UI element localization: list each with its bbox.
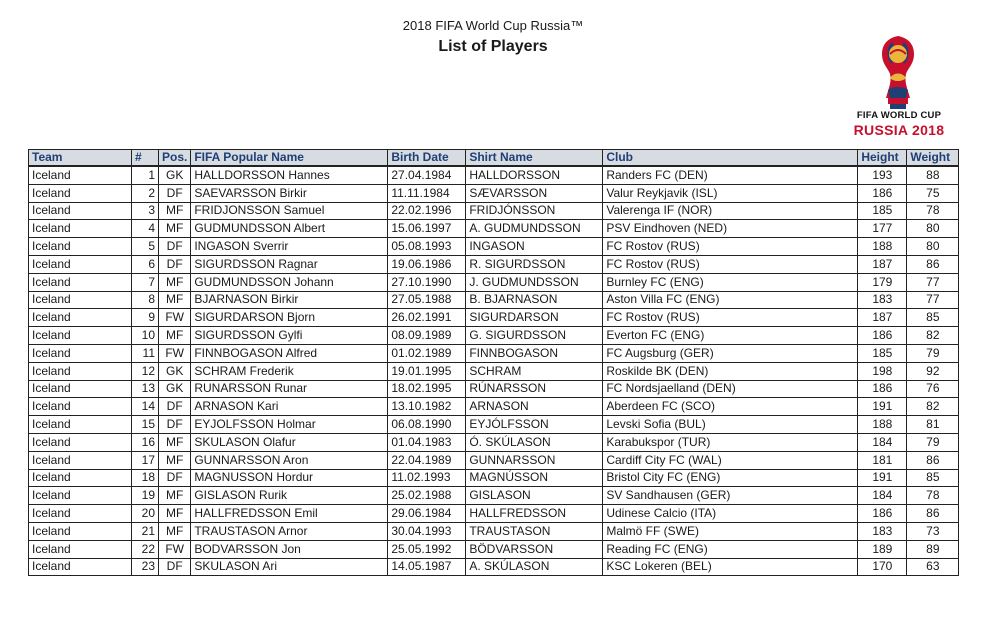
cell-team: Iceland (29, 166, 132, 184)
cell-birth-date: 14.05.1987 (388, 558, 466, 576)
cell-height: 170 (858, 558, 907, 576)
column-header-number: # (132, 150, 159, 167)
cell-height: 181 (858, 451, 907, 469)
cell-name: GISLASON Rurik (191, 487, 388, 505)
cell-name: SAEVARSSON Birkir (191, 184, 388, 202)
table-row (29, 291, 959, 309)
cell-height: 177 (858, 220, 907, 238)
cell-position: GK (159, 166, 191, 184)
cell-weight: 76 (907, 380, 959, 398)
cell-position: FW (159, 309, 191, 327)
cell-number: 8 (132, 291, 159, 309)
cell-number: 19 (132, 487, 159, 505)
cell-height: 187 (858, 309, 907, 327)
cell-position: DF (159, 469, 191, 487)
cell-name: MAGNUSSON Hordur (191, 469, 388, 487)
cell-club: Randers FC (DEN) (603, 166, 858, 184)
cell-shirt-name: RÚNARSSON (466, 380, 603, 398)
cell-shirt-name: G. SIGURDSSON (466, 327, 603, 345)
cell-height: 191 (858, 398, 907, 416)
cell-shirt-name: SÆVARSSON (466, 184, 603, 202)
column-header-name: FIFA Popular Name (191, 150, 388, 167)
cell-height: 189 (858, 540, 907, 558)
cell-position: MF (159, 273, 191, 291)
cell-team: Iceland (29, 362, 132, 380)
cell-birth-date: 27.05.1988 (388, 291, 466, 309)
cell-shirt-name: GUNNARSSON (466, 451, 603, 469)
cell-birth-date: 13.10.1982 (388, 398, 466, 416)
cell-name: GUDMUNDSSON Johann (191, 273, 388, 291)
cell-shirt-name: R. SIGURDSSON (466, 255, 603, 273)
cell-height: 188 (858, 416, 907, 434)
table-row (29, 166, 959, 184)
table-row (29, 220, 959, 238)
column-header-birth-date: Birth Date (388, 150, 466, 167)
cell-weight: 77 (907, 273, 959, 291)
cell-name: FRIDJONSSON Samuel (191, 202, 388, 220)
cell-position: GK (159, 362, 191, 380)
cell-club: Valerenga IF (NOR) (603, 202, 858, 220)
cell-height: 186 (858, 184, 907, 202)
cell-height: 184 (858, 433, 907, 451)
cell-birth-date: 25.05.1992 (388, 540, 466, 558)
cell-number: 12 (132, 362, 159, 380)
cell-number: 14 (132, 398, 159, 416)
cell-birth-date: 30.04.1993 (388, 522, 466, 540)
cell-position: MF (159, 487, 191, 505)
table-row (29, 451, 959, 469)
cell-name: HALLDORSSON Hannes (191, 166, 388, 184)
cell-weight: 86 (907, 255, 959, 273)
document-subtitle: 2018 FIFA World Cup Russia™ (402, 18, 584, 33)
table-row (29, 327, 959, 345)
cell-shirt-name: ARNASON (466, 398, 603, 416)
cell-number: 15 (132, 416, 159, 434)
table-row (29, 433, 959, 451)
cell-height: 187 (858, 255, 907, 273)
cell-position: MF (159, 220, 191, 238)
column-header-shirt-name: Shirt Name (466, 150, 603, 167)
column-header-club: Club (603, 150, 858, 167)
cell-shirt-name: FRIDJÓNSSON (466, 202, 603, 220)
cell-height: 193 (858, 166, 907, 184)
cell-team: Iceland (29, 344, 132, 362)
cell-weight: 80 (907, 220, 959, 238)
cell-birth-date: 15.06.1997 (388, 220, 466, 238)
cell-birth-date: 18.02.1995 (388, 380, 466, 398)
table-row (29, 522, 959, 540)
cell-weight: 86 (907, 451, 959, 469)
cell-weight: 79 (907, 344, 959, 362)
cell-height: 186 (858, 380, 907, 398)
cell-birth-date: 26.02.1991 (388, 309, 466, 327)
cell-shirt-name: INGASON (466, 238, 603, 256)
cell-number: 7 (132, 273, 159, 291)
cell-shirt-name: SIGURDARSON (466, 309, 603, 327)
cell-number: 16 (132, 433, 159, 451)
cell-weight: 88 (907, 166, 959, 184)
cell-weight: 77 (907, 291, 959, 309)
table-row (29, 309, 959, 327)
cell-birth-date: 05.08.1993 (388, 238, 466, 256)
cell-club: Everton FC (ENG) (603, 327, 858, 345)
cell-name: INGASON Sverrir (191, 238, 388, 256)
cell-number: 18 (132, 469, 159, 487)
cell-number: 11 (132, 344, 159, 362)
cell-weight: 73 (907, 522, 959, 540)
cell-team: Iceland (29, 273, 132, 291)
cell-weight: 86 (907, 505, 959, 523)
cell-club: FC Rostov (RUS) (603, 309, 858, 327)
table-row (29, 380, 959, 398)
cell-height: 191 (858, 469, 907, 487)
cell-weight: 79 (907, 433, 959, 451)
cell-name: BJARNASON Birkir (191, 291, 388, 309)
cell-position: GK (159, 380, 191, 398)
cell-club: Roskilde BK (DEN) (603, 362, 858, 380)
cell-number: 2 (132, 184, 159, 202)
cell-number: 10 (132, 327, 159, 345)
cell-birth-date: 22.04.1989 (388, 451, 466, 469)
cell-shirt-name: MAGNÚSSON (466, 469, 603, 487)
cell-number: 3 (132, 202, 159, 220)
cell-club: FC Augsburg (GER) (603, 344, 858, 362)
cell-height: 183 (858, 291, 907, 309)
cell-name: SCHRAM Frederik (191, 362, 388, 380)
cell-number: 13 (132, 380, 159, 398)
cell-height: 185 (858, 344, 907, 362)
cell-club: Reading FC (ENG) (603, 540, 858, 558)
cell-weight: 80 (907, 238, 959, 256)
cell-position: MF (159, 291, 191, 309)
cell-weight: 85 (907, 309, 959, 327)
column-header-team: Team (29, 150, 132, 167)
column-header-position: Pos. (159, 150, 191, 167)
cell-club: Burnley FC (ENG) (603, 273, 858, 291)
cell-number: 21 (132, 522, 159, 540)
cell-shirt-name: J. GUDMUNDSSON (466, 273, 603, 291)
cell-name: SKULASON Ari (191, 558, 388, 576)
cell-club: FC Rostov (RUS) (603, 238, 858, 256)
cell-name: SIGURDSSON Ragnar (191, 255, 388, 273)
cell-position: FW (159, 344, 191, 362)
cell-club: Aberdeen FC (SCO) (603, 398, 858, 416)
cell-weight: 82 (907, 327, 959, 345)
cell-shirt-name: Ó. SKÚLASON (466, 433, 603, 451)
cell-birth-date: 19.06.1986 (388, 255, 466, 273)
cell-height: 183 (858, 522, 907, 540)
cell-team: Iceland (29, 291, 132, 309)
cell-birth-date: 27.10.1990 (388, 273, 466, 291)
cell-position: MF (159, 433, 191, 451)
table-row (29, 416, 959, 434)
cell-team: Iceland (29, 469, 132, 487)
cell-height: 185 (858, 202, 907, 220)
table-row (29, 184, 959, 202)
table-row (29, 202, 959, 220)
cell-weight: 63 (907, 558, 959, 576)
cell-number: 9 (132, 309, 159, 327)
cell-position: MF (159, 451, 191, 469)
cell-shirt-name: HALLDORSSON (466, 166, 603, 184)
cell-position: FW (159, 540, 191, 558)
cell-team: Iceland (29, 309, 132, 327)
cell-shirt-name: B. BJARNASON (466, 291, 603, 309)
logo-text-fifa-world-cup: FIFA WORLD CUP (856, 110, 942, 121)
table-row (29, 255, 959, 273)
table-row (29, 540, 959, 558)
cell-number: 5 (132, 238, 159, 256)
cell-birth-date: 22.02.1996 (388, 202, 466, 220)
cell-name: RUNARSSON Runar (191, 380, 388, 398)
cell-position: DF (159, 416, 191, 434)
cell-team: Iceland (29, 238, 132, 256)
cell-birth-date: 01.04.1983 (388, 433, 466, 451)
cell-number: 20 (132, 505, 159, 523)
cell-birth-date: 11.11.1984 (388, 184, 466, 202)
cell-weight: 85 (907, 469, 959, 487)
cell-club: Karabukspor (TUR) (603, 433, 858, 451)
cell-height: 188 (858, 238, 907, 256)
table-header-row (29, 150, 959, 167)
cell-club: SV Sandhausen (GER) (603, 487, 858, 505)
cell-club: Udinese Calcio (ITA) (603, 505, 858, 523)
cell-team: Iceland (29, 522, 132, 540)
cell-club: Malmö FF (SWE) (603, 522, 858, 540)
cell-shirt-name: TRAUSTASON (466, 522, 603, 540)
cell-weight: 82 (907, 398, 959, 416)
cell-height: 179 (858, 273, 907, 291)
cell-birth-date: 25.02.1988 (388, 487, 466, 505)
cell-name: GUNNARSSON Aron (191, 451, 388, 469)
cell-shirt-name: GISLASON (466, 487, 603, 505)
cell-name: BODVARSSON Jon (191, 540, 388, 558)
cell-position: MF (159, 505, 191, 523)
cell-team: Iceland (29, 487, 132, 505)
cell-shirt-name: HALLFREDSSON (466, 505, 603, 523)
table-row (29, 344, 959, 362)
cell-shirt-name: SCHRAM (466, 362, 603, 380)
cell-name: HALLFREDSSON Emil (191, 505, 388, 523)
cell-weight: 78 (907, 202, 959, 220)
cell-team: Iceland (29, 220, 132, 238)
cell-shirt-name: A. SKÚLASON (466, 558, 603, 576)
cell-birth-date: 29.06.1984 (388, 505, 466, 523)
cell-birth-date: 01.02.1989 (388, 344, 466, 362)
cell-birth-date: 06.08.1990 (388, 416, 466, 434)
cell-club: Aston Villa FC (ENG) (603, 291, 858, 309)
cell-club: FC Rostov (RUS) (603, 255, 858, 273)
cell-shirt-name: FINNBOGASON (466, 344, 603, 362)
table-row (29, 505, 959, 523)
cell-position: DF (159, 238, 191, 256)
cell-club: Valur Reykjavik (ISL) (603, 184, 858, 202)
cell-team: Iceland (29, 255, 132, 273)
table-row (29, 273, 959, 291)
cell-name: ARNASON Kari (191, 398, 388, 416)
table-row (29, 238, 959, 256)
cell-team: Iceland (29, 416, 132, 434)
cell-club: PSV Eindhoven (NED) (603, 220, 858, 238)
cell-team: Iceland (29, 451, 132, 469)
cell-number: 23 (132, 558, 159, 576)
players-table-body (29, 166, 959, 576)
cell-position: DF (159, 255, 191, 273)
cell-club: Cardiff City FC (WAL) (603, 451, 858, 469)
logo-text-russia-2018: RUSSIA 2018 (853, 122, 945, 138)
cell-number: 22 (132, 540, 159, 558)
cell-number: 17 (132, 451, 159, 469)
document-title: List of Players (438, 38, 548, 55)
cell-weight: 78 (907, 487, 959, 505)
cell-height: 198 (858, 362, 907, 380)
cell-shirt-name: A. GUDMUNDSSON (466, 220, 603, 238)
world-cup-emblem-icon (870, 34, 926, 112)
cell-number: 1 (132, 166, 159, 184)
table-row (29, 362, 959, 380)
column-header-weight: Weight (907, 150, 959, 167)
cell-number: 6 (132, 255, 159, 273)
cell-weight: 75 (907, 184, 959, 202)
cell-position: DF (159, 398, 191, 416)
cell-position: MF (159, 202, 191, 220)
table-row (29, 487, 959, 505)
table-row (29, 558, 959, 576)
cell-club: Levski Sofia (BUL) (603, 416, 858, 434)
cell-name: GUDMUNDSSON Albert (191, 220, 388, 238)
cell-position: MF (159, 327, 191, 345)
cell-name: SIGURDSSON Gylfi (191, 327, 388, 345)
cell-team: Iceland (29, 505, 132, 523)
cell-position: DF (159, 558, 191, 576)
cell-shirt-name: BÖDVARSSON (466, 540, 603, 558)
cell-name: EYJOLFSSON Holmar (191, 416, 388, 434)
cell-team: Iceland (29, 540, 132, 558)
cell-team: Iceland (29, 327, 132, 345)
cell-height: 186 (858, 505, 907, 523)
cell-weight: 89 (907, 540, 959, 558)
cell-weight: 81 (907, 416, 959, 434)
cell-birth-date: 11.02.1993 (388, 469, 466, 487)
cell-weight: 92 (907, 362, 959, 380)
cell-birth-date: 08.09.1989 (388, 327, 466, 345)
cell-team: Iceland (29, 398, 132, 416)
cell-height: 184 (858, 487, 907, 505)
column-header-height: Height (858, 150, 907, 167)
cell-team: Iceland (29, 202, 132, 220)
cell-position: DF (159, 184, 191, 202)
table-row (29, 469, 959, 487)
cell-birth-date: 27.04.1984 (388, 166, 466, 184)
cell-team: Iceland (29, 380, 132, 398)
cell-birth-date: 19.01.1995 (388, 362, 466, 380)
cell-team: Iceland (29, 433, 132, 451)
world-cup-logo (846, 34, 952, 138)
cell-club: KSC Lokeren (BEL) (603, 558, 858, 576)
cell-name: TRAUSTASON Arnor (191, 522, 388, 540)
cell-team: Iceland (29, 558, 132, 576)
cell-club: Bristol City FC (ENG) (603, 469, 858, 487)
table-row (29, 398, 959, 416)
cell-name: FINNBOGASON Alfred (191, 344, 388, 362)
cell-shirt-name: EYJÓLFSSON (466, 416, 603, 434)
cell-height: 186 (858, 327, 907, 345)
players-table (28, 149, 959, 576)
cell-team: Iceland (29, 184, 132, 202)
cell-club: FC Nordsjaelland (DEN) (603, 380, 858, 398)
cell-position: MF (159, 522, 191, 540)
cell-name: SIGURDARSON Bjorn (191, 309, 388, 327)
cell-number: 4 (132, 220, 159, 238)
cell-name: SKULASON Olafur (191, 433, 388, 451)
